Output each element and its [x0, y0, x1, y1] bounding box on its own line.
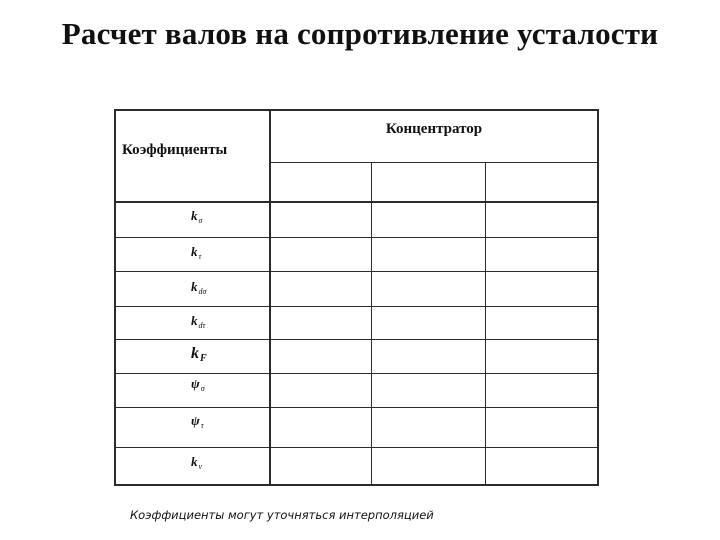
coef-psi-sigma: $\psi_\sigma$	[191, 376, 205, 393]
coef-k-d-tau: $k_{d\tau}$	[191, 313, 206, 330]
coef-k-d-sigma: $k_{d\sigma}$	[191, 279, 207, 296]
coefficients-table	[114, 109, 599, 486]
table-divider-col-2	[485, 163, 486, 484]
header-concentrator: Концентратор	[385, 121, 483, 137]
row-divider	[116, 306, 597, 307]
row-divider	[116, 373, 597, 374]
row-divider	[116, 447, 597, 448]
coef-k-f: $k_F$	[191, 345, 207, 364]
table-divider-col-1	[371, 163, 372, 484]
header-coefficients: Коэффициенты	[122, 142, 228, 158]
row-divider	[116, 237, 597, 238]
row-divider	[116, 271, 597, 272]
row-divider	[116, 407, 597, 408]
row-divider	[116, 339, 597, 340]
coef-psi-tau: $\psi_\tau$	[191, 413, 204, 430]
coef-k-v: $k_v$	[191, 454, 203, 471]
header-bottom-border	[116, 201, 597, 203]
coef-k-sigma: $k_\sigma$	[191, 208, 203, 225]
coef-k-tau: $k_\tau$	[191, 244, 202, 261]
footnote: Коэффициенты могут уточняться интерполяцией	[130, 508, 434, 522]
header-subdivider	[271, 162, 597, 163]
table-divider-label-column	[269, 111, 271, 484]
page-title: Расчет валов на сопротивление усталости	[61, 16, 659, 51]
